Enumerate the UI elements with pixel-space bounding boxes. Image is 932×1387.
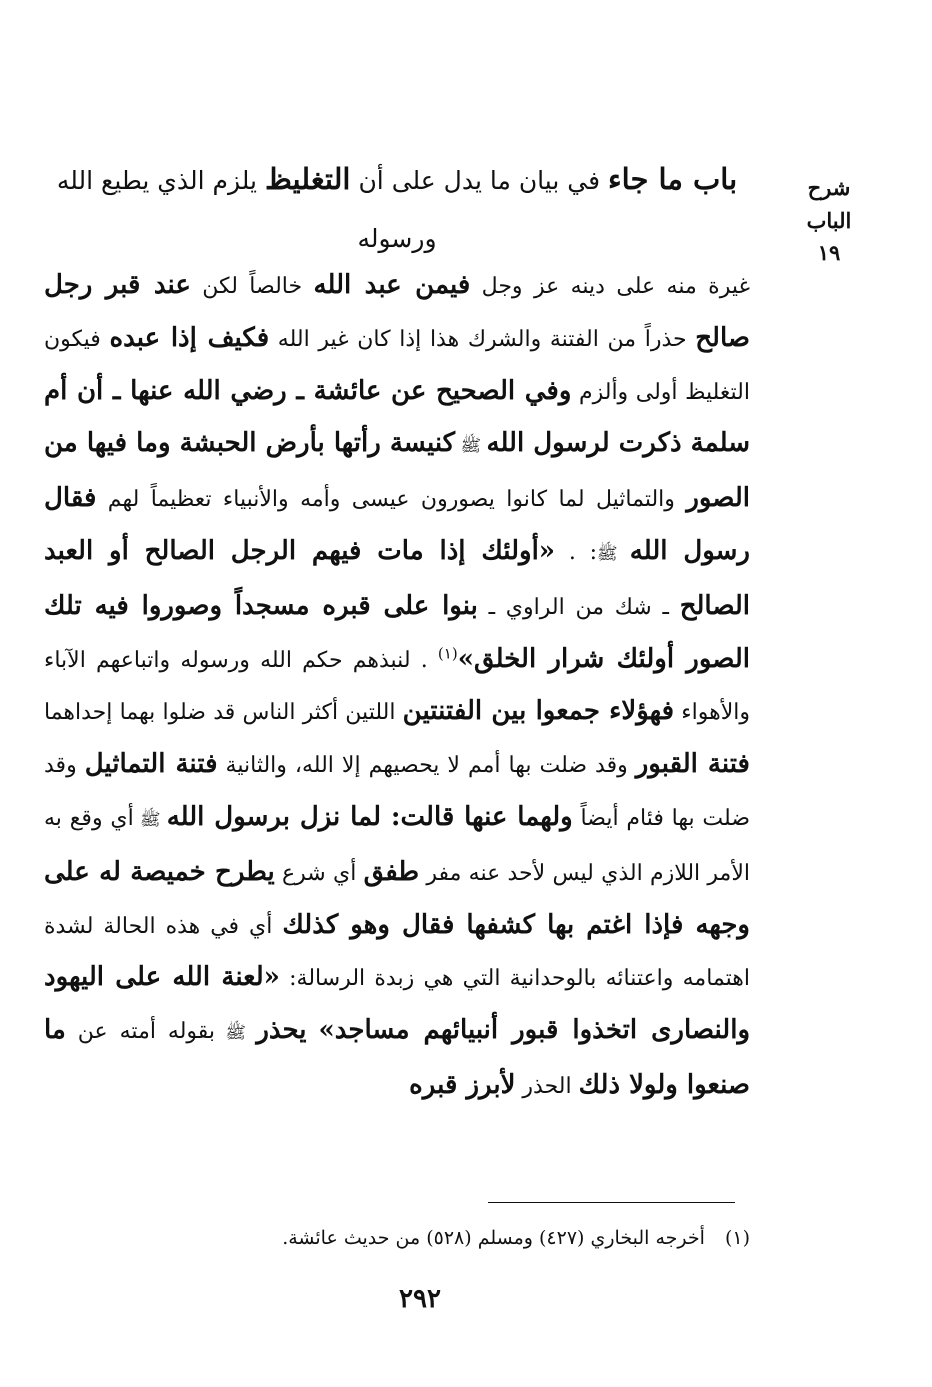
chapter-title-text-1: في بيان ما يدل على أن [358, 166, 601, 195]
body-text-run: أي في هذه الحالة لشدة اهتمامه واعتنائه بالوحدانية التي هي زبدة الرسالة: [44, 913, 750, 992]
body-text-run: (١) [437, 644, 458, 663]
body-text-run: : . [555, 539, 598, 565]
body-text-bold: بنوا على قبره مسجداً وصوروا فيه تلك الصور أولئك شرار الخلق» [44, 590, 750, 674]
body-text-bold: فتنة القبور [635, 749, 750, 780]
body-text-run: اللتين أكثر الناس قد ضلوا بهما إحداهما [44, 700, 403, 726]
body-text-bold: فيمن عبد الله [313, 270, 471, 300]
body-text-run: ﷺ [597, 543, 630, 564]
chapter-title-text-2: يلزم الذي يطيع الله ورسوله [56, 166, 437, 253]
body-text-bold: «لعنة الله على اليهود والنصارى اتخذوا قبور أنبيائهم مساجد» [44, 962, 751, 1046]
body-text-run: حذراً من الفتنة والشرك هذا إذا كان غير الله [269, 326, 696, 352]
body-text-bold: يحذر [256, 1015, 307, 1046]
body-text-bold: وفي الصحيح عن عائشة ـ رضي الله عنها ـ أن أم سلمة ذكرت لرسول الله [44, 375, 750, 459]
margin-note-label: شرح الباب [806, 175, 852, 233]
body-text-bold: طفق [363, 856, 420, 887]
body-text-bold: لأبرز قبره [409, 1069, 516, 1100]
body-text-bold: «أولئك إذا مات فيهم الرجل الصالح أو العبد الصالح [44, 535, 751, 621]
body-text-bold: عند قبر رجل صالح [44, 270, 750, 353]
body-text-run: وقد ضلت بها فئام أيضاً [44, 753, 750, 831]
body-text-bold: فهؤلاء جمعوا بين الفتنتين [402, 696, 675, 727]
body-text-run: أي شرع [274, 860, 364, 886]
page-number: ٢٩٢ [399, 1284, 441, 1314]
body-text-bold: كنيسة رأتها بأرض الحبشة وما فيها من الصور [44, 428, 750, 514]
body-text-run: بقوله أمته عن [65, 1019, 216, 1045]
chapter-title-bold-1: باب ما جاء [607, 162, 738, 196]
chapter-title-bold-2: التغليظ [264, 162, 351, 196]
body-text-bold: يطرح خميصة له على وجهه فإذا اغتم بها كشفها فقال وهو كذلك [44, 856, 750, 940]
body-text-bold: ما صنعوا ولولا ذلك [44, 1015, 750, 1100]
body-paragraph [44, 260, 750, 1113]
body-text-run: خالصاً لكن [190, 274, 314, 299]
body-text-run [307, 1019, 319, 1044]
footnote-number: (١) [724, 1227, 750, 1249]
body-text-run: وقد ضلت بها أمم لا يحصيهم إلا الله، والثانية [217, 753, 636, 779]
body-text-run: أي وقع به الأمر اللازم الذي ليس لأحد عنه مفر [44, 805, 750, 886]
footnote [44, 1225, 750, 1252]
body-text-bold: فقال رسول الله [44, 483, 750, 566]
body-text [44, 260, 750, 1113]
margin-note [786, 172, 872, 270]
body-text-bold: ولهما عنها قالت: لما نزل برسول الله [166, 801, 573, 832]
footnote-separator [488, 1202, 735, 1203]
margin-note-number: ١٩ [817, 240, 841, 266]
body-text-run: ﷺ [133, 809, 167, 830]
chapter-title [44, 150, 750, 268]
body-text-bold: فكيف إذا عبده [109, 322, 270, 353]
body-text-run: ﷺ [215, 1023, 257, 1044]
body-text-run: . لنبذهم حكم الله ورسوله واتباعهم الآباء والأهواء [44, 647, 751, 726]
body-text-bold: فتنة التماثيل [84, 749, 218, 780]
body-text-run: والتماثيل لما كانوا يصورون عيسى وأمه والأنبياء تعظيماً لهم [96, 487, 687, 513]
footnote-text: أخرجه البخاري (٤٢٧) ومسلم (٥٢٨) من حديث عائشة. [282, 1227, 705, 1249]
body-text-run: ـ شك من الراوي ـ [477, 594, 680, 620]
body-text-run: غيرة منه على دينه عز وجل [470, 274, 750, 299]
body-text-run: فيكون التغليظ أولى وألزم [44, 326, 750, 405]
body-text-run: ﷺ [455, 436, 487, 457]
body-text-run: الحذر [515, 1073, 579, 1099]
